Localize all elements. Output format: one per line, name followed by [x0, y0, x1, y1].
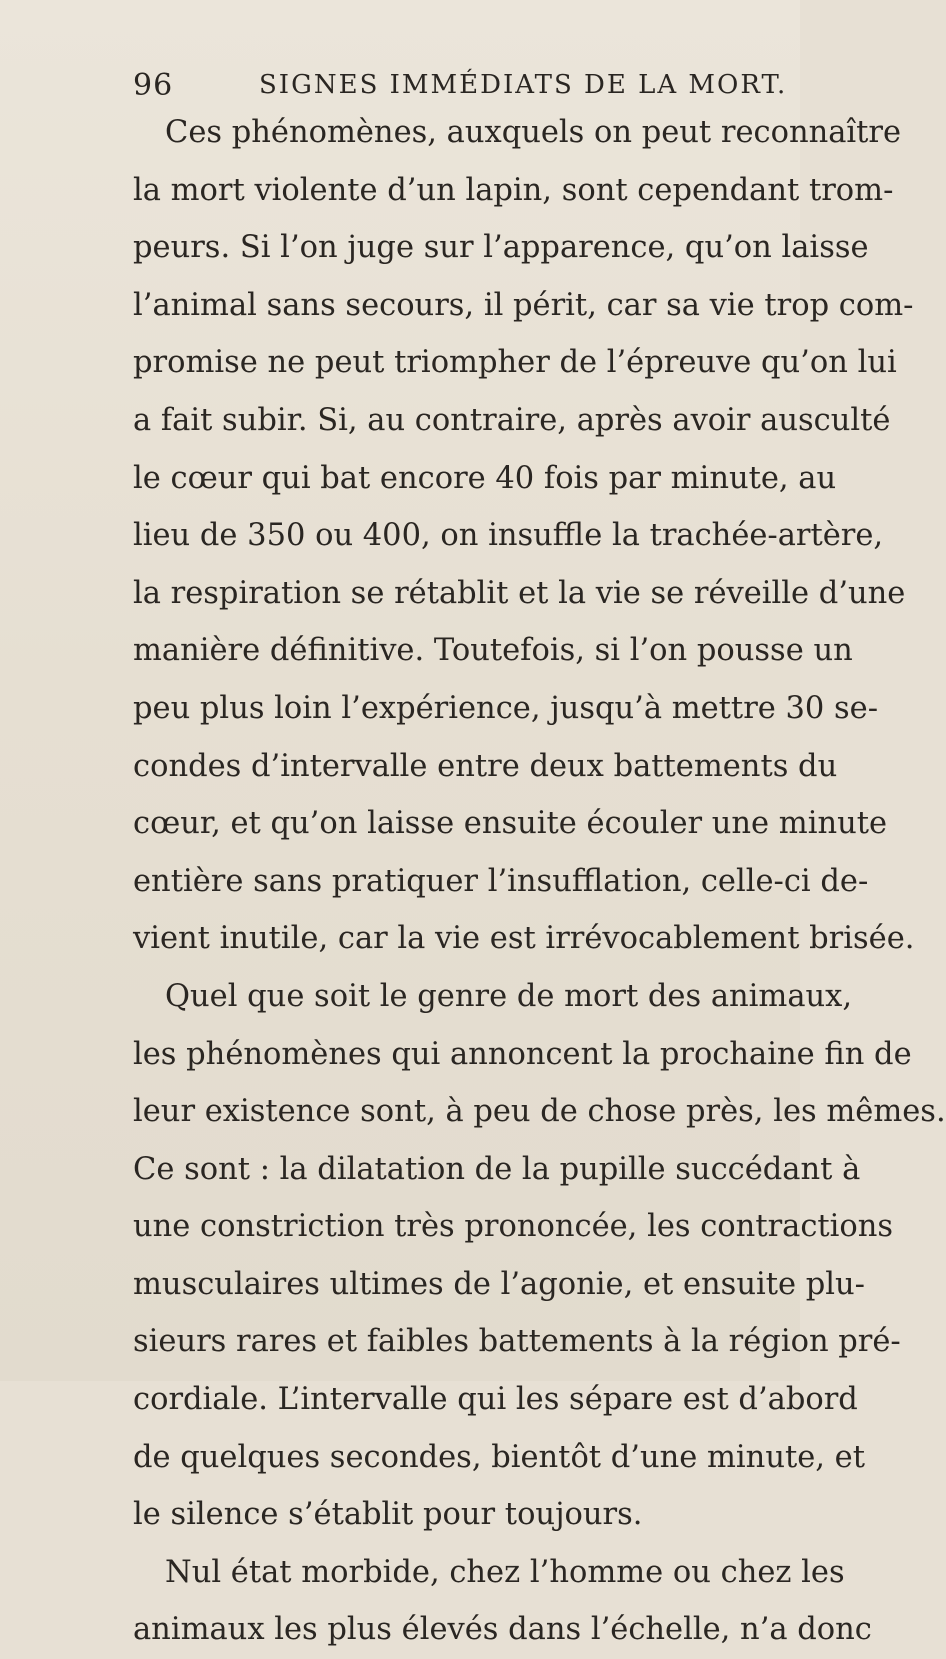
page-number: 96	[133, 68, 174, 103]
text-line: le cœur qui bat encore 40 fois par minute, au	[133, 460, 837, 496]
text-line: vient inutile, car la vie est irrévocablement brisée.	[133, 921, 915, 957]
text-line: Nul état morbide, chez l’homme ou chez les	[165, 1554, 845, 1590]
text-line: Ce sont : la dilatation de la pupille succédant à	[133, 1151, 861, 1187]
text-line: animaux les plus élevés dans l’échelle, n’a donc	[133, 1612, 872, 1648]
text-line: peurs. Si l’on juge sur l’apparence, qu’on laisse	[133, 230, 869, 266]
text-line: les phénomènes qui annoncent la prochaine fin de	[133, 1036, 912, 1072]
text-line: la respiration se rétablit et la vie se réveille d’une	[133, 575, 906, 611]
text-line: a fait subir. Si, au contraire, après avoir ausculté	[133, 402, 891, 438]
text-line: de quelques secondes, bientôt d’une minute, et	[133, 1439, 865, 1475]
text-line: promise ne peut triompher de l’épreuve qu’on lui	[133, 345, 897, 381]
text-line: Quel que soit le genre de mort des animaux,	[165, 978, 853, 1014]
text-line: leur existence sont, à peu de chose près, les mêmes.	[133, 1094, 946, 1130]
text-line: musculaires ultimes de l’agonie, et ensuite plu-	[133, 1266, 865, 1302]
text-line: l’animal sans secours, il périt, car sa vie trop com-	[133, 287, 914, 323]
text-line: condes d’intervalle entre deux battements du	[133, 748, 838, 784]
text-line: cordiale. L’intervalle qui les sépare est d’abord	[133, 1382, 858, 1418]
text-line: le silence s’établit pour toujours.	[133, 1497, 643, 1533]
text-line: la mort violente d’un lapin, sont cependant trom-	[133, 172, 894, 208]
text-line: cœur, et qu’on laisse ensuite écouler une minute	[133, 806, 888, 842]
running-head	[133, 68, 788, 108]
text-line: lieu de 350 ou 400, on insuffle la trachée-artère,	[133, 518, 884, 554]
text-line: manière définitive. Toutefois, si l’on pousse un	[133, 633, 853, 669]
text-line: Ces phénomènes, auxquels on peut reconnaître	[165, 115, 902, 150]
running-title: SIGNES IMMÉDIATS DE LA MORT.	[259, 70, 788, 100]
text-line: entière sans pratiquer l’insufflation, celle-ci de-	[133, 863, 869, 899]
text-line: peu plus loin l’expérience, jusqu’à mettre 30 se-	[133, 690, 879, 726]
body-text	[133, 104, 946, 1659]
text-line: sieurs rares et faibles battements à la région pré-	[133, 1324, 901, 1360]
text-line: une constriction très prononcée, les contractions	[133, 1209, 894, 1245]
